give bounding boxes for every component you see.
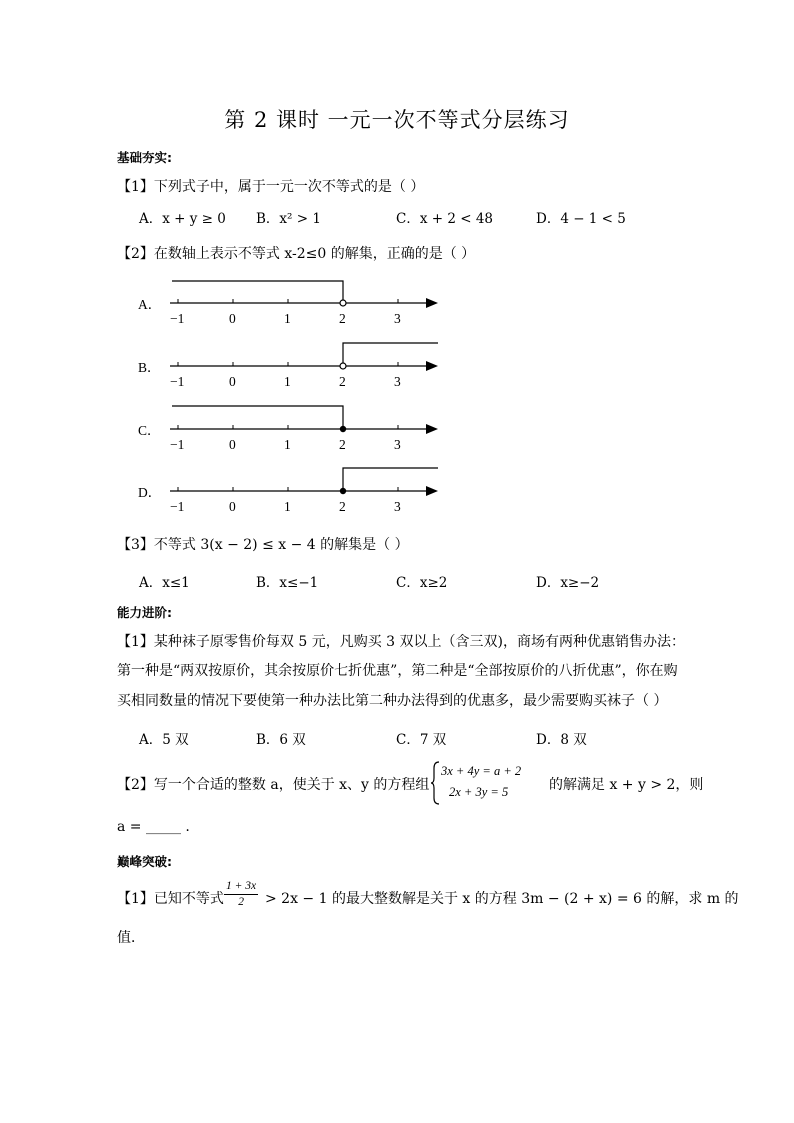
tick-label: 2 [339,499,346,512]
tick-label: 2 [339,374,346,387]
advance-q1-line3: 买相同数量的情况下要使第一种办法比第二种办法得到的优惠多，最少需要购买袜子（ ） [117,693,668,709]
advance-q2-suffix: 的解满足 x + y > 2，则 [549,777,704,793]
tick-label: 0 [229,374,236,387]
tick-label: 3 [394,437,401,450]
fraction-numerator: 1 + 3x [224,879,258,895]
advance-q1-option-d: D．8 双 [536,732,587,748]
tick-label: −1 [170,437,185,450]
solution-bracket [172,281,343,300]
page-title: 第 2 课时 一元一次不等式分层练习 [224,108,570,132]
peak-q1-line2: 值． [117,930,145,946]
number-line-b [130,335,450,387]
basic-q1-option-b: B．x² > 1 [256,211,321,227]
axis-arrow [426,486,438,496]
tick-label: −1 [170,499,185,512]
basic-q1-option-c: C．x + 2 < 48 [396,211,493,227]
advance-q2-answer: a = _____ . [117,819,190,835]
advance-q1-option-a: A．5 双 [139,732,189,748]
tick-label: 2 [339,437,346,450]
solution-bracket [343,343,438,363]
section-peak: 巅峰突破: [117,854,172,869]
axis-arrow [426,298,438,308]
option-label-d: D． [138,485,162,500]
tick-label: 3 [394,374,401,387]
advance-q1-line1: 【1】某种袜子原零售价每双 5 元，凡购买 3 双以上（含三双)，商场有两种优惠销售办法： [117,634,685,650]
tick-label: 1 [284,311,291,324]
tick-label: 0 [229,311,236,324]
fraction-denominator: 2 [238,896,244,908]
basic-q3-option-a: A．x≤1 [139,575,190,591]
basic-q3-stem: 【3】不等式 3(x − 2) ≤ x − 4 的解集是（ ） [117,537,409,553]
tick-label: 1 [284,374,291,387]
number-line-a [130,272,450,324]
axis-arrow [426,361,438,371]
basic-q3-option-d: D．x≥−2 [536,575,600,591]
number-line-c [130,398,450,450]
closed-endpoint [340,488,346,494]
option-label-b: B． [138,360,161,375]
tick-label: 1 [284,499,291,512]
solution-bracket [172,406,343,429]
advance-q1-option-b: B．6 双 [256,732,306,748]
section-basic: 基础夯实: [117,150,172,165]
closed-endpoint [340,426,346,432]
basic-q3-option-b: B．x≤−1 [256,575,319,591]
basic-q1-stem: 【1】下列式子中，属于一元一次不等式的是（ ） [117,179,425,195]
tick-label: 3 [394,311,401,324]
tick-label: 1 [284,437,291,450]
system-brace [431,760,441,806]
open-endpoint [340,363,346,369]
basic-q2-stem: 【2】在数轴上表示不等式 x-2≤0 的解集，正确的是（ ） [117,246,476,262]
option-label-a: A． [138,297,162,312]
peak-q1-middle: > 2x − 1 的最大整数解是关于 x 的方程 3m − (2 + x) = 6 的解，求 m 的 [265,891,739,907]
option-label-c: C． [138,423,161,438]
open-endpoint [340,300,346,306]
number-line-d [130,460,450,512]
peak-q1-fraction [224,879,258,910]
tick-label: −1 [170,374,185,387]
tick-label: 3 [394,499,401,512]
tick-label: 2 [339,311,346,324]
axis-arrow [426,424,438,434]
tick-label: 0 [229,499,236,512]
advance-q1-option-c: C．7 双 [396,732,447,748]
tick-label: −1 [170,311,185,324]
advance-q2-prefix: 【2】写一个合适的整数 a，使关于 x、y 的方程组 [117,777,430,793]
basic-q1-option-d: D．4 − 1 < 5 [536,211,626,227]
basic-q1-option-a: A．x + y ≥ 0 [139,211,226,227]
solution-bracket [343,468,438,491]
advance-q1-line2: 第一种是“两双按原价，其余按原价七折优惠”，第二种是“全部按原价的八折优惠”，你在购 [117,663,678,679]
section-advance: 能力进阶: [117,605,172,620]
basic-q3-option-c: C．x≥2 [396,575,448,591]
system-eq1: 3x + 4y = a + 2 [441,764,522,778]
tick-label: 0 [229,437,236,450]
peak-q1-prefix: 【1】已知不等式 [117,891,224,907]
system-eq2: 2x + 3y = 5 [449,785,509,799]
